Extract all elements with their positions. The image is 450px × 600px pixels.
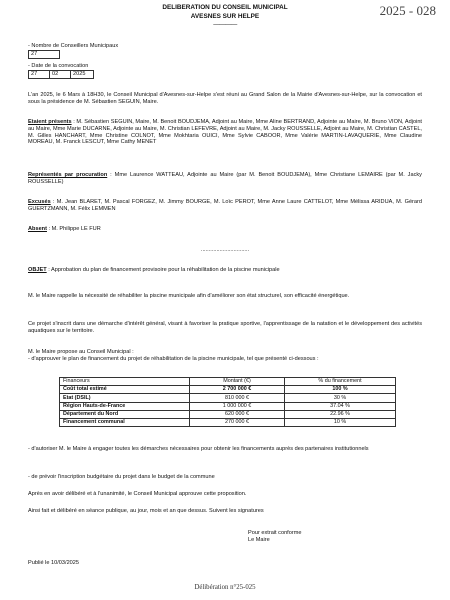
body-paragraph-6: Après en avoir délibéré et à l'unanimité, le Conseil Municipal approuve cette proposition.: [28, 491, 247, 497]
conseillers-field: [28, 43, 118, 59]
signature-line-2: Le Maire: [248, 536, 270, 543]
objet-text: : Approbation du plan de financement provisoire pour la réhabilitation de la piscine municipale: [46, 267, 280, 273]
conseillers-label: - Nombre de Conseillers Municipaux: [28, 43, 119, 49]
table-cell: 810 000 €: [190, 394, 285, 402]
table-row: [60, 418, 396, 426]
excuses-paragraph: [28, 199, 422, 213]
table-cell: 620 000 €: [190, 410, 285, 418]
presents-paragraph: [28, 119, 422, 146]
table-cell: Financement communal: [60, 418, 190, 426]
presents-label: Etaient présents: [28, 119, 72, 125]
body-paragraph-5: - de prévoir l'inscription budgétaire du projet dans le budget de la commune: [28, 474, 215, 480]
body-paragraph-1: M. le Maire rappelle la nécessité de réhabiliter la piscine municipale afin d'améliorer son état structurel, son efficacité énergétique.: [28, 293, 350, 299]
convocation-day: 27: [28, 70, 50, 79]
table-cell: Région Hauts-de-France: [60, 402, 190, 410]
table-header-cell: % du financement: [285, 378, 396, 386]
page-footer: Délibération n°25-025: [194, 584, 256, 591]
conseillers-value: 27: [28, 50, 60, 59]
document-number: 2025 - 028: [379, 3, 436, 18]
header-commune: AVESNES SUR HELPE: [190, 12, 260, 20]
signature-block: [248, 530, 301, 544]
convocation-field: [28, 63, 94, 79]
table-row: [60, 410, 396, 418]
objet-label: OBJET: [28, 267, 47, 273]
document-header: [0, 4, 450, 30]
table-cell: Etat (DSIL): [60, 394, 190, 402]
procuration-label: Représentés par procuration: [28, 172, 108, 178]
table-cell: 2 700 000 €: [190, 386, 285, 394]
body-paragraph-2: Ce projet s'inscrit dans une démarche d'intérêt général, visant à favoriser la pratique sportive, l'apprentissage de la natation et le développement des activités aquatiques sur le territoire.: [28, 321, 422, 334]
body-paragraph-3-item: - d'approuver le plan de financement du projet de réhabilitation de la piscine municipale, tel que présenté ci-dessous :: [28, 355, 319, 362]
table-cell: 1 000 000 €: [190, 402, 285, 410]
procuration-text: : Mme Laurence WATTEAU, Adjointe au Maire (par M. Benoit BOUDJEMA), Mme Christiane LEMAIRE (par M. Jacky ROUSSELLE): [28, 172, 422, 185]
header-title: DELIBERATION DU CONSEIL MUNICIPAL: [162, 4, 288, 11]
table-cell: 10 %: [285, 418, 396, 426]
absent-text: : M. Philippe LE FUR: [46, 226, 101, 232]
absent-paragraph: [28, 226, 422, 233]
header-rule: ————: [213, 21, 237, 29]
separator: ...............................: [200, 247, 250, 253]
table-cell: 270 000 €: [190, 418, 285, 426]
table-cell: 37.04 %: [285, 402, 396, 410]
table-cell: Département du Nord: [60, 410, 190, 418]
table-cell: 100 %: [285, 386, 396, 394]
convocation-label: - Date de la convocation: [28, 63, 89, 69]
excuses-label: Excusés: [28, 199, 51, 205]
presents-text: : M. Sébastien SEGUIN, Maire, M. Benoit BOUDJEMA, Adjoint au Maire, Mme Aline BERTRAND, Adjointe au Maire, M. Bruno VION, Adjoint au Maire, Mme Marie DUCARNE, Adjointe au Maire, M. Christian LEFEVRE, Adjoint au Maire, M. Jacky ROUSSELLE, Adjoint au Maire, M. Christian CASTEL, M. Gilles HANCHART, Mme Christine COLNOT, Mme Mokhtaria OUICI, Mme Sylvie CABOOR, Mme Valérie MARTIN-LAVAQUERIE, Mme Claudine MOREAU, M. Franck LESCUT, Mme Cathy MENET: [28, 119, 422, 146]
absent-label: Absent: [28, 226, 47, 232]
table-cell: Coût total estimé: [60, 386, 190, 394]
table-header-cell: Financeurs: [60, 378, 190, 386]
published-date: Publié le 10/03/2025: [28, 560, 80, 566]
table-cell: 22.96 %: [285, 410, 396, 418]
table-row: [60, 402, 396, 410]
convocation-year: 2025: [71, 70, 94, 79]
body-paragraph-7: Ainsi fait et délibéré en séance publique, au jour, mois et an que dessus. Suivent les signatures: [28, 508, 264, 514]
table-cell: 30 %: [285, 394, 396, 402]
signature-line-1: Pour extrait conforme: [248, 530, 302, 536]
financing-table: [59, 377, 396, 427]
body-paragraph-4: - d'autoriser M. le Maire à engager toutes les démarches nécessaires pour obtenir les financements auprès des partenaires institutionnels: [28, 446, 369, 452]
table-row: [60, 386, 396, 394]
table-row: [60, 394, 396, 402]
table-header-cell: Montant (€): [190, 378, 285, 386]
procuration-paragraph: [28, 172, 422, 186]
table-header-row: [60, 378, 396, 386]
excuses-text: : M. Jean BLARET, M. Pascal FORGEZ, M. Jimmy BOURGE, M. Loïc PEROT, Mme Anne Laure CATTELOT, Mme Mélissa ARIDUA, M. Gérard GUERTZMANN, M. Félix LEMMEN: [28, 199, 422, 212]
objet-paragraph: [28, 267, 422, 274]
convocation-month: 02: [50, 70, 71, 79]
body-paragraph-3-intro: M. le Maire propose au Conseil Municipal :: [28, 349, 134, 355]
intro-paragraph: L'an 2025, le 6 Mars à 18H30, le Conseil Municipal d'Avesnes-sur-Helpe s'est réuni au Grand Salon de la Mairie d'Avesnes-sur-Helpe, sur la convocation et sous la présidence de M. Sébastien SEGUIN, Maire.: [28, 92, 422, 105]
body-paragraph-3: [28, 349, 422, 363]
